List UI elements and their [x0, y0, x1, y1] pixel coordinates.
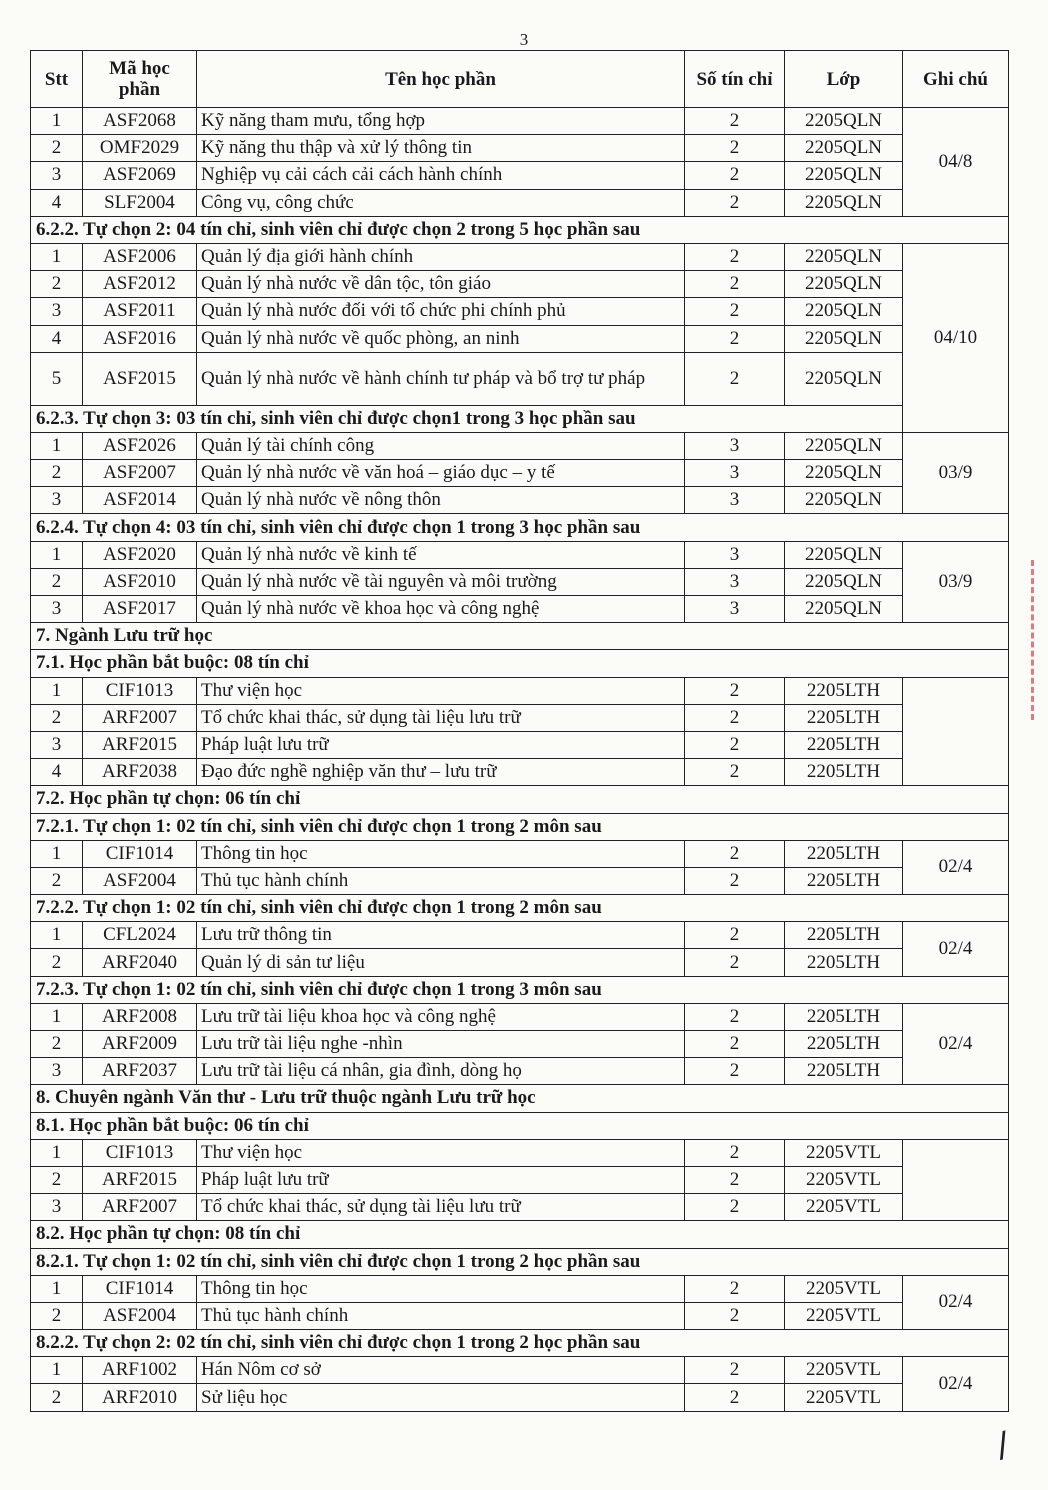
- credits: 2: [685, 162, 785, 189]
- header-course-code: Mã học phần: [83, 51, 197, 108]
- credits: 2: [685, 271, 785, 298]
- credits: 2: [685, 704, 785, 731]
- row-stt: 2: [31, 1166, 83, 1193]
- row-stt: 3: [31, 731, 83, 758]
- course-name: Quản lý nhà nước đối với tổ chức phi chính phủ: [197, 298, 685, 325]
- class-code: 2205VTL: [785, 1194, 903, 1221]
- row-stt: 2: [31, 1302, 83, 1329]
- row-stt: 1: [31, 108, 83, 135]
- row-stt: 4: [31, 189, 83, 216]
- credits: 2: [685, 759, 785, 786]
- course-code: CFL2024: [83, 922, 197, 949]
- table-row: [31, 731, 1009, 758]
- credits: 2: [685, 840, 785, 867]
- table-row: [31, 596, 1009, 623]
- section-title: 7.2.2. Tự chọn 1: 02 tín chỉ, sinh viên chỉ được chọn 1 trong 2 môn sau: [31, 895, 1009, 922]
- course-name: Lưu trữ tài liệu nghe -nhìn: [197, 1031, 685, 1058]
- note-cell: [903, 1139, 1009, 1221]
- course-name: Kỹ năng tham mưu, tổng hợp: [197, 108, 685, 135]
- row-stt: 1: [31, 1139, 83, 1166]
- course-name: Thư viện học: [197, 677, 685, 704]
- course-code: ASF2014: [83, 487, 197, 514]
- table-row: [31, 1003, 1009, 1030]
- row-stt: 1: [31, 840, 83, 867]
- credits: 2: [685, 1357, 785, 1384]
- credits: 2: [685, 243, 785, 270]
- row-stt: 5: [31, 352, 83, 405]
- course-name: Quản lý tài chính công: [197, 432, 685, 459]
- section-row: [31, 1085, 1009, 1112]
- credits: 3: [685, 432, 785, 459]
- table-row: [31, 1194, 1009, 1221]
- course-name: Nghiệp vụ cải cách cải cách hành chính: [197, 162, 685, 189]
- course-name: Thủ tục hành chính: [197, 1302, 685, 1329]
- class-code: 2205QLN: [785, 325, 903, 352]
- course-name: Quản lý nhà nước về văn hoá – giáo dục – y tế: [197, 460, 685, 487]
- course-code: ASF2004: [83, 1302, 197, 1329]
- table-row: [31, 271, 1009, 298]
- course-name: Lưu trữ thông tin: [197, 922, 685, 949]
- section-title: 6.2.3. Tự chọn 3: 03 tín chỉ, sinh viên chỉ được chọn1 trong 3 học phần sau: [31, 405, 1009, 432]
- course-code: ARF2009: [83, 1031, 197, 1058]
- row-stt: 1: [31, 432, 83, 459]
- class-code: 2205QLN: [785, 541, 903, 568]
- course-code: ASF2015: [83, 352, 197, 405]
- credits: 3: [685, 541, 785, 568]
- credits: 2: [685, 1003, 785, 1030]
- credits: 2: [685, 1302, 785, 1329]
- page-number: 3: [519, 30, 529, 49]
- class-code: 2205QLN: [785, 568, 903, 595]
- row-stt: 4: [31, 759, 83, 786]
- class-code: 2205QLN: [785, 243, 903, 270]
- course-code: ASF2069: [83, 162, 197, 189]
- class-code: 2205VTL: [785, 1275, 903, 1302]
- note-cell: 02/4: [903, 922, 1009, 976]
- course-code: ASF2020: [83, 541, 197, 568]
- credits: 2: [685, 1139, 785, 1166]
- row-stt: 2: [31, 704, 83, 731]
- section-row: [31, 1112, 1009, 1139]
- credits: 2: [685, 352, 785, 405]
- class-code: 2205LTH: [785, 1003, 903, 1030]
- class-code: 2205QLN: [785, 162, 903, 189]
- note-cell: 04/10: [903, 243, 1009, 432]
- table-row: [31, 460, 1009, 487]
- credits: 3: [685, 460, 785, 487]
- credits: 3: [685, 596, 785, 623]
- course-code: ASF2012: [83, 271, 197, 298]
- row-stt: 1: [31, 541, 83, 568]
- course-name: Quản lý nhà nước về quốc phòng, an ninh: [197, 325, 685, 352]
- section-title: 8.2.1. Tự chọn 1: 02 tín chỉ, sinh viên chỉ được chọn 1 trong 2 học phần sau: [31, 1248, 1009, 1275]
- class-code: 2205LTH: [785, 1031, 903, 1058]
- class-code: 2205QLN: [785, 352, 903, 405]
- credits: 2: [685, 1275, 785, 1302]
- section-row: [31, 514, 1009, 541]
- course-code: OMF2029: [83, 135, 197, 162]
- row-stt: 1: [31, 922, 83, 949]
- row-stt: 1: [31, 1275, 83, 1302]
- table-row: [31, 487, 1009, 514]
- section-title: 8.1. Học phần bắt buộc: 06 tín chỉ: [31, 1112, 1009, 1139]
- section-title: 7.2.1. Tự chọn 1: 02 tín chỉ, sinh viên chỉ được chọn 1 trong 2 môn sau: [31, 813, 1009, 840]
- credits: 2: [685, 1194, 785, 1221]
- section-row: [31, 1248, 1009, 1275]
- section-row: [31, 405, 1009, 432]
- row-stt: 3: [31, 1194, 83, 1221]
- credits: 2: [685, 949, 785, 976]
- course-name: Công vụ, công chức: [197, 189, 685, 216]
- course-code: ASF2011: [83, 298, 197, 325]
- class-code: 2205QLN: [785, 108, 903, 135]
- table-row: [31, 325, 1009, 352]
- header-note: Ghi chú: [903, 51, 1009, 108]
- section-row: [31, 895, 1009, 922]
- course-code: CIF1013: [83, 677, 197, 704]
- row-stt: 2: [31, 1384, 83, 1411]
- class-code: 2205LTH: [785, 949, 903, 976]
- course-code: CIF1013: [83, 1139, 197, 1166]
- note-cell: 04/8: [903, 108, 1009, 217]
- table-body: [31, 108, 1009, 1412]
- table-row: [31, 1302, 1009, 1329]
- section-title: 7.2. Học phần tự chọn: 06 tín chỉ: [31, 786, 1009, 813]
- row-stt: 1: [31, 677, 83, 704]
- table-row: [31, 759, 1009, 786]
- section-title: 7.2.3. Tự chọn 1: 02 tín chỉ, sinh viên chỉ được chọn 1 trong 3 môn sau: [31, 976, 1009, 1003]
- course-code: CIF1014: [83, 840, 197, 867]
- section-title: 6.2.2. Tự chọn 2: 04 tín chỉ, sinh viên chỉ được chọn 2 trong 5 học phần sau: [31, 216, 1009, 243]
- row-stt: 1: [31, 1357, 83, 1384]
- section-title: 8.2.2. Tự chọn 2: 02 tín chỉ, sinh viên chỉ được chọn 1 trong 2 học phần sau: [31, 1330, 1009, 1357]
- section-title: 8.2. Học phần tự chọn: 08 tín chỉ: [31, 1221, 1009, 1248]
- table-row: [31, 352, 1009, 405]
- header-stt: Stt: [31, 51, 83, 108]
- class-code: 2205LTH: [785, 759, 903, 786]
- class-code: 2205VTL: [785, 1302, 903, 1329]
- section-title: 6.2.4. Tự chọn 4: 03 tín chỉ, sinh viên chỉ được chọn 1 trong 3 học phần sau: [31, 514, 1009, 541]
- class-code: 2205VTL: [785, 1384, 903, 1411]
- course-code: SLF2004: [83, 189, 197, 216]
- course-code: ARF2040: [83, 949, 197, 976]
- table-row: [31, 1166, 1009, 1193]
- section-row: [31, 813, 1009, 840]
- section-title: 7. Ngành Lưu trữ học: [31, 623, 1009, 650]
- table-row: [31, 541, 1009, 568]
- credits: 2: [685, 731, 785, 758]
- row-stt: 3: [31, 487, 83, 514]
- section-row: [31, 976, 1009, 1003]
- credits: 2: [685, 1166, 785, 1193]
- course-code: ASF2010: [83, 568, 197, 595]
- row-stt: 2: [31, 271, 83, 298]
- credits: 3: [685, 568, 785, 595]
- table-row: [31, 922, 1009, 949]
- credits: 2: [685, 108, 785, 135]
- table-row: [31, 243, 1009, 270]
- course-code: ARF2007: [83, 704, 197, 731]
- class-code: 2205QLN: [785, 596, 903, 623]
- class-code: 2205VTL: [785, 1357, 903, 1384]
- table-row: [31, 1357, 1009, 1384]
- stamp-fragment: [1031, 560, 1048, 720]
- course-name: Lưu trữ tài liệu khoa học và công nghệ: [197, 1003, 685, 1030]
- course-code: ASF2004: [83, 867, 197, 894]
- class-code: 2205QLN: [785, 487, 903, 514]
- course-code: ASF2026: [83, 432, 197, 459]
- course-code: ASF2016: [83, 325, 197, 352]
- course-name: Tổ chức khai thác, sử dụng tài liệu lưu trữ: [197, 1194, 685, 1221]
- row-stt: 2: [31, 568, 83, 595]
- course-name: Pháp luật lưu trữ: [197, 1166, 685, 1193]
- note-cell: [903, 677, 1009, 786]
- course-code: ARF1002: [83, 1357, 197, 1384]
- section-row: [31, 623, 1009, 650]
- row-stt: 3: [31, 162, 83, 189]
- course-name: Quản lý nhà nước về khoa học và công nghệ: [197, 596, 685, 623]
- row-stt: 1: [31, 243, 83, 270]
- course-code: ARF2010: [83, 1384, 197, 1411]
- row-stt: 2: [31, 1031, 83, 1058]
- course-code: CIF1014: [83, 1275, 197, 1302]
- table-row: [31, 1058, 1009, 1085]
- header-row: [31, 51, 1009, 108]
- course-code: ASF2006: [83, 243, 197, 270]
- class-code: 2205QLN: [785, 135, 903, 162]
- course-name: Lưu trữ tài liệu cá nhân, gia đình, dòng họ: [197, 1058, 685, 1085]
- course-code: ARF2007: [83, 1194, 197, 1221]
- course-code: ARF2037: [83, 1058, 197, 1085]
- class-code: 2205QLN: [785, 189, 903, 216]
- note-cell: 02/4: [903, 840, 1009, 894]
- table-row: [31, 189, 1009, 216]
- section-row: [31, 1221, 1009, 1248]
- header-credits: Số tín chỉ: [685, 51, 785, 108]
- course-name: Quản lý nhà nước về hành chính tư pháp và bổ trợ tư pháp: [197, 352, 685, 405]
- table-row: [31, 432, 1009, 459]
- table-row: [31, 840, 1009, 867]
- class-code: 2205QLN: [785, 271, 903, 298]
- class-code: 2205VTL: [785, 1166, 903, 1193]
- course-code: ASF2017: [83, 596, 197, 623]
- class-code: 2205QLN: [785, 432, 903, 459]
- table-row: [31, 704, 1009, 731]
- course-name: Quản lý địa giới hành chính: [197, 243, 685, 270]
- course-name: Quản lý nhà nước về kinh tế: [197, 541, 685, 568]
- course-table: [30, 50, 1009, 1412]
- table-row: [31, 677, 1009, 704]
- class-code: 2205QLN: [785, 460, 903, 487]
- credits: 2: [685, 298, 785, 325]
- row-stt: 2: [31, 949, 83, 976]
- row-stt: 2: [31, 867, 83, 894]
- course-name: Thông tin học: [197, 840, 685, 867]
- credits: 2: [685, 1058, 785, 1085]
- handwritten-mark-icon: ∕: [992, 1424, 1013, 1466]
- section-title: 8. Chuyên ngành Văn thư - Lưu trữ thuộc ngành Lưu trữ học: [31, 1085, 1009, 1112]
- row-stt: 3: [31, 298, 83, 325]
- course-name: Thủ tục hành chính: [197, 867, 685, 894]
- class-code: 2205LTH: [785, 731, 903, 758]
- class-code: 2205LTH: [785, 677, 903, 704]
- row-stt: 3: [31, 596, 83, 623]
- credits: 3: [685, 487, 785, 514]
- course-name: Thông tin học: [197, 1275, 685, 1302]
- class-code: 2205LTH: [785, 922, 903, 949]
- table-row: [31, 949, 1009, 976]
- table-row: [31, 298, 1009, 325]
- note-cell: 02/4: [903, 1275, 1009, 1329]
- row-stt: 2: [31, 135, 83, 162]
- course-name: Sử liệu học: [197, 1384, 685, 1411]
- course-code: ARF2015: [83, 1166, 197, 1193]
- section-row: [31, 786, 1009, 813]
- table-row: [31, 108, 1009, 135]
- course-name: Pháp luật lưu trữ: [197, 731, 685, 758]
- course-name: Thư viện học: [197, 1139, 685, 1166]
- table-row: [31, 1031, 1009, 1058]
- row-stt: 2: [31, 460, 83, 487]
- class-code: 2205LTH: [785, 1058, 903, 1085]
- table-row: [31, 135, 1009, 162]
- section-title: 7.1. Học phần bắt buộc: 08 tín chỉ: [31, 650, 1009, 677]
- header-course-name: Tên học phần: [197, 51, 685, 108]
- table-row: [31, 1384, 1009, 1411]
- section-row: [31, 216, 1009, 243]
- credits: 2: [685, 922, 785, 949]
- course-name: Đạo đức nghề nghiệp văn thư – lưu trữ: [197, 759, 685, 786]
- section-row: [31, 1330, 1009, 1357]
- course-name: Quản lý nhà nước về tài nguyên và môi trường: [197, 568, 685, 595]
- credits: 2: [685, 677, 785, 704]
- note-cell: 02/4: [903, 1357, 1009, 1411]
- course-code: ASF2007: [83, 460, 197, 487]
- row-stt: 1: [31, 1003, 83, 1030]
- credits: 2: [685, 867, 785, 894]
- note-cell: 02/4: [903, 1003, 1009, 1085]
- credits: 2: [685, 189, 785, 216]
- class-code: 2205LTH: [785, 867, 903, 894]
- header-class: Lớp: [785, 51, 903, 108]
- table-row: [31, 1275, 1009, 1302]
- section-row: [31, 650, 1009, 677]
- table-row: [31, 1139, 1009, 1166]
- note-cell: 03/9: [903, 432, 1009, 514]
- course-name: Kỹ năng thu thập và xử lý thông tin: [197, 135, 685, 162]
- course-code: ARF2015: [83, 731, 197, 758]
- credits: 2: [685, 325, 785, 352]
- credits: 2: [685, 1384, 785, 1411]
- class-code: 2205VTL: [785, 1139, 903, 1166]
- course-name: Quản lý nhà nước về nông thôn: [197, 487, 685, 514]
- credits: 2: [685, 135, 785, 162]
- table-row: [31, 568, 1009, 595]
- class-code: 2205LTH: [785, 704, 903, 731]
- course-code: ARF2008: [83, 1003, 197, 1030]
- table-row: [31, 162, 1009, 189]
- course-name: Tổ chức khai thác, sử dụng tài liệu lưu trữ: [197, 704, 685, 731]
- course-name: Quản lý nhà nước về dân tộc, tôn giáo: [197, 271, 685, 298]
- credits: 2: [685, 1031, 785, 1058]
- course-code: ARF2038: [83, 759, 197, 786]
- course-name: Quản lý di sản tư liệu: [197, 949, 685, 976]
- class-code: 2205QLN: [785, 298, 903, 325]
- row-stt: 3: [31, 1058, 83, 1085]
- table-row: [31, 867, 1009, 894]
- row-stt: 4: [31, 325, 83, 352]
- note-cell: 03/9: [903, 541, 1009, 623]
- course-code: ASF2068: [83, 108, 197, 135]
- class-code: 2205LTH: [785, 840, 903, 867]
- course-name: Hán Nôm cơ sở: [197, 1357, 685, 1384]
